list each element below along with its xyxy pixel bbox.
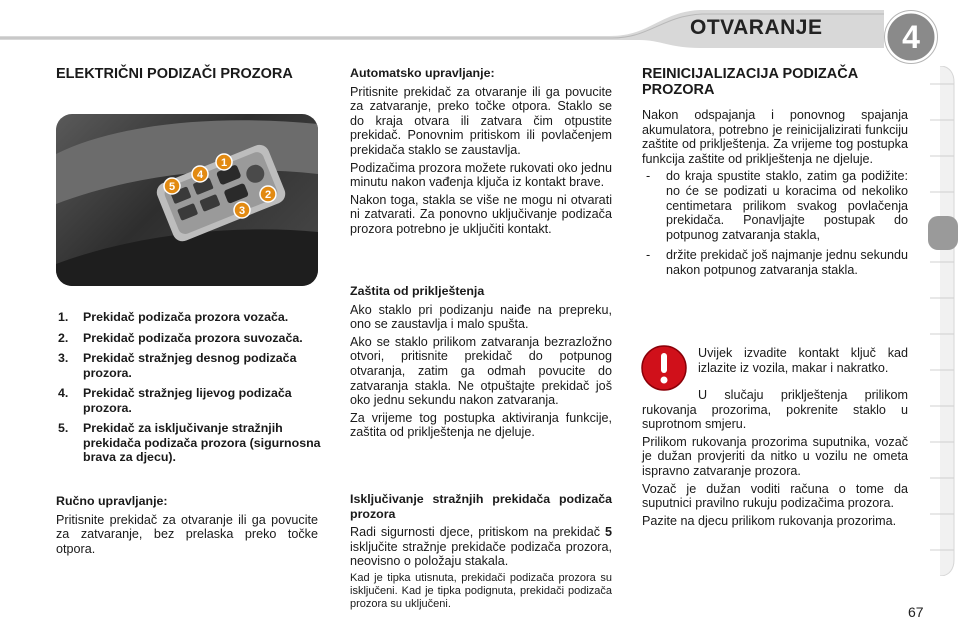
chapter-tab-active (928, 216, 958, 250)
reinit-intro: Nakon odspajanja i ponovnog spajanja akumulatora, potrebno je reinicijalizirati funkciju zaštite od priklještenja. Za vrijeme tog postupka funkcija zaštite od priklještenja ne djeluje. (642, 108, 908, 166)
door-panel-illustration (56, 114, 318, 286)
manual-operation-text: Pritisnite prekidač za otvaranje ili ga povucite za zatvaranje, bez prelaska preko točke otpora. (56, 512, 318, 556)
warning-p3: Prilikom rukovanja prozorima suputnika, vozač je dužan provjeriti da nitko u vozilu ne ometa ispravno zatvaranje prozora. (642, 434, 908, 478)
warning-p5: Pazite na djecu prilikom rukovanja prozorima. (642, 513, 897, 528)
chapter-tab-track (928, 66, 960, 576)
legend-item: 4. Prekidač stražnjeg lijevog podizača prozora. (58, 386, 292, 415)
callout-2: 2 (264, 189, 272, 201)
anti-pinch-p2: Ako se staklo prilikom zatvaranja bezrazložno otvori, pritisnite prekidač do potpunog otvaranja, zatim ga odmah povucite do zatvaranja stakla. Ne otpuštajte prekidač još oko jednu sekundu nakon zatvaranja. (350, 334, 612, 408)
anti-pinch-p3: Za vrijeme tog postupka aktiviranja funkcije, zaštita od priklještenja ne djeluje. (350, 410, 612, 440)
auto-operation-p1: Pritisnite prekidač za otvaranje ili ga povucite za zatvaranje, preko točke otpora. Staklo se do kraja otvara ili zatvara čim otpustite prekidač. Ponovnim pritiskom ili povlačenjem prekidača staklo se zaustavlja. (350, 84, 612, 157)
window-switch-photo (56, 114, 318, 286)
chapter-number: 4 (902, 19, 920, 55)
warning-text-block (642, 388, 908, 531)
list-item: - držite prekidač još najmanje jednu sekundu nakon potpunog zatvaranja stakla. (642, 248, 908, 277)
legend-item: 3. Prekidač stražnjeg desnog podizača prozora. (58, 351, 297, 380)
auto-operation-p3: Nakon toga, stakla se više ne mogu ni otvarati ni zatvarati. Za ponovno uključivanje podizača prozora potrebno je uključiti kontakt. (350, 192, 612, 236)
warning-text-top (698, 346, 908, 378)
auto-operation-title: Automatsko upravljanje: (350, 66, 495, 80)
reinit-steps (642, 169, 908, 277)
warning-exclamation-icon (640, 344, 688, 392)
rear-lockout-block (350, 492, 612, 614)
switch-legend (56, 310, 326, 471)
warning-p2: U slučaju priklještenja prilikom rukovanja prozorima, pokrenite staklo u suprotnom smjeru. (642, 388, 908, 432)
callout-5: 5 (168, 181, 176, 193)
callout-1: 1 (220, 157, 228, 169)
page-number: 67 (908, 604, 924, 620)
section-title-reinit: REINICIJALIZACIJA PODIZAČA PROZORA (642, 66, 858, 98)
auto-operation-block (350, 66, 612, 240)
rear-lockout-note: Kad je tipka utisnuta, prekidači podizača prozora su isključeni. Kad je tipka podignuta, prekidači podizača prozora su uključeni. (350, 571, 612, 610)
manual-operation-block (56, 494, 318, 559)
chapter-title: OTVARANJE (690, 16, 823, 39)
rear-lockout-p1: Radi sigurnosti djece, pritiskom na prekidač 5 isključite stražnje prekidače podizača prozora, neovisno o položaju stakala. (350, 525, 612, 569)
anti-pinch-p1: Ako staklo pri podizanju naiđe na prepreku, ono se zaustavlja i malo spušta. (350, 302, 612, 332)
auto-operation-p2: Podizačima prozora možete rukovati oko jednu minutu nakon vađenja ključa iz kontakt brave. (350, 160, 612, 190)
manual-operation-title: Ručno upravljanje: (56, 494, 168, 508)
reinit-block (642, 108, 908, 284)
legend-item: 1. Prekidač podizača prozora vozača. (58, 310, 289, 324)
rear-lockout-title: Isključivanje stražnjih prekidača podizača prozora (350, 492, 612, 521)
legend-item: 5. Prekidač za isključivanje stražnjih prekidača podizača prozora (sigurnosna brava za djecu). (58, 421, 321, 464)
callout-3: 3 (238, 205, 246, 217)
section-title-electric-windows: ELEKTRIČNI PODIZAČI PROZORA (56, 66, 293, 82)
warning-p1: Uvijek izvadite kontakt ključ kad izlazite iz vozila, makar i nakratko. (698, 346, 908, 375)
legend-item: 2. Prekidač podizača prozora suvozača. (58, 330, 303, 345)
anti-pinch-title: Zaštita od priklještenja (350, 284, 485, 298)
list-item: - do kraja spustite staklo, zatim ga podižite: no će se podizati u koracima od nekoliko centimetara prilikom svakog povlačenja prekidača. Ponavljajte postupak do potpunog zatvaranja stakla, (642, 169, 908, 242)
anti-pinch-block (350, 284, 612, 443)
callout-4: 4 (196, 169, 204, 181)
warning-p4: Vozač je dužan voditi računa o tome da suputnici pravilno rukuju podizačima prozora. (642, 481, 908, 511)
